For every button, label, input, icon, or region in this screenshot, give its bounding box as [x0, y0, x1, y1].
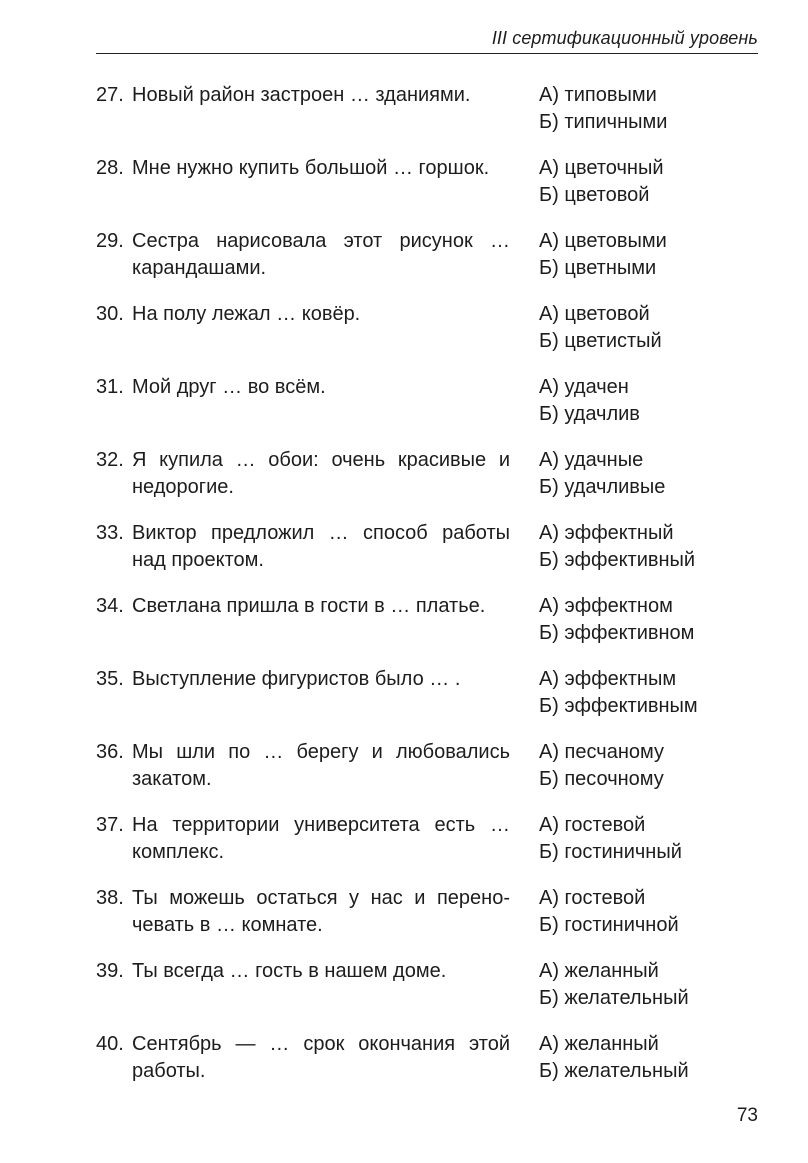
question-item [96, 82, 736, 155]
question-text: Выступление фигуристов было … . [132, 668, 461, 690]
option-a: А) типовыми [539, 84, 657, 106]
option-a: А) удачные [539, 449, 644, 471]
question-text: Мы шли по … берегу и любовались закатом. [132, 741, 510, 790]
question-text: Сестра нарисовала этот рисунок … карандашами. [132, 230, 510, 279]
question-number: 39. [96, 960, 124, 982]
question-number: 33. [96, 522, 124, 544]
question-text: Я купила … обои: очень красивые и недорогие. [132, 449, 510, 498]
answer-options [539, 666, 739, 720]
option-b: Б) цветными [539, 257, 657, 279]
answer-options [539, 228, 739, 282]
option-b: Б) эффективном [539, 622, 695, 644]
option-a: А) гостевой [539, 814, 646, 836]
question-item [96, 520, 736, 593]
option-a: А) цветочный [539, 157, 664, 179]
question-item [96, 593, 736, 666]
question-item [96, 155, 736, 228]
page-number: 73 [736, 1105, 758, 1126]
answer-options [539, 739, 739, 793]
question-item [96, 447, 736, 520]
question-number: 32. [96, 449, 124, 471]
question-text: Виктор предложил … способ работы над проектом. [132, 522, 510, 571]
question-item [96, 885, 736, 958]
answer-options [539, 1031, 739, 1085]
answer-options [539, 447, 739, 501]
running-header: III сертификационный уровень [491, 28, 758, 48]
question-text: Мне нужно купить большой … горшок. [132, 157, 490, 179]
question-text: Сентябрь — … срок окончания этой работы. [132, 1033, 510, 1082]
question-number: 29. [96, 230, 124, 252]
option-a: А) эффектным [539, 668, 677, 690]
question-list [96, 82, 736, 1104]
question-item [96, 666, 736, 739]
header-divider [96, 53, 758, 54]
question-number: 30. [96, 303, 124, 325]
question-text: На территории университета есть … комплекс. [132, 814, 510, 863]
question-text: Мой друг … во всём. [132, 376, 326, 398]
option-b: Б) эффективный [539, 549, 696, 571]
option-a: А) цветовой [539, 303, 650, 325]
option-a: А) цветовыми [539, 230, 667, 252]
question-number: 40. [96, 1033, 124, 1055]
question-number: 27. [96, 84, 124, 106]
answer-options [539, 374, 739, 428]
question-item [96, 739, 736, 812]
question-item [96, 301, 736, 374]
question-text: На полу лежал … ковёр. [132, 303, 361, 325]
option-b: Б) типичными [539, 111, 668, 133]
option-b: Б) цветовой [539, 184, 650, 206]
question-item [96, 228, 736, 301]
option-b: Б) желательный [539, 1060, 689, 1082]
question-number: 38. [96, 887, 124, 909]
option-b: Б) гостиничный [539, 841, 682, 863]
option-a: А) эффектном [539, 595, 673, 617]
option-b: Б) гостиничной [539, 914, 679, 936]
question-text: Светлана пришла в гости в … платье. [132, 595, 486, 617]
answer-options [539, 520, 739, 574]
option-a: А) гостевой [539, 887, 646, 909]
option-b: Б) удачливые [539, 476, 666, 498]
option-b: Б) желательный [539, 987, 689, 1009]
question-number: 28. [96, 157, 124, 179]
option-a: А) песчаному [539, 741, 664, 763]
question-text: Новый район застроен … зданиями. [132, 84, 471, 106]
option-b: Б) цветистый [539, 330, 662, 352]
option-b: Б) песочному [539, 768, 664, 790]
question-number: 31. [96, 376, 124, 398]
question-text: Ты всегда … гость в нашем доме. [132, 960, 447, 982]
option-b: Б) эффективным [539, 695, 698, 717]
question-number: 34. [96, 595, 124, 617]
answer-options [539, 958, 739, 1012]
question-item [96, 812, 736, 885]
question-item [96, 374, 736, 447]
answer-options [539, 301, 739, 355]
question-number: 37. [96, 814, 124, 836]
answer-options [539, 812, 739, 866]
question-number: 36. [96, 741, 124, 763]
answer-options [539, 885, 739, 939]
question-text: Ты можешь остаться у нас и перено-чевать в … комнате. [132, 887, 510, 936]
question-number: 35. [96, 668, 124, 690]
option-a: А) желанный [539, 960, 659, 982]
option-a: А) эффектный [539, 522, 674, 544]
answer-options [539, 593, 739, 647]
question-item [96, 958, 736, 1031]
option-b: Б) удачлив [539, 403, 640, 425]
answer-options [539, 155, 739, 209]
question-item [96, 1031, 736, 1104]
option-a: А) удачен [539, 376, 629, 398]
answer-options [539, 82, 739, 136]
option-a: А) желанный [539, 1033, 659, 1055]
